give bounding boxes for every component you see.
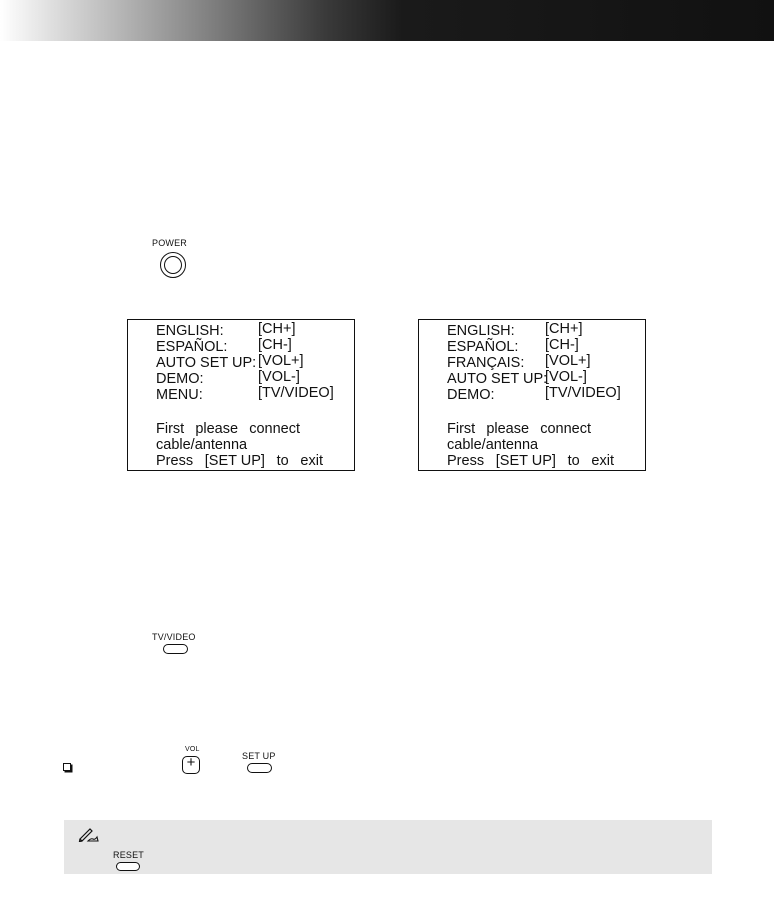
plus-symbol: + <box>186 754 196 771</box>
exit-message-line <box>156 453 323 470</box>
message-word: please <box>195 421 239 437</box>
message-word: Press <box>156 453 194 469</box>
menu-row-key: [TV/VIDEO] <box>258 385 334 401</box>
set-up-label: SET UP <box>242 751 276 761</box>
menu-row-key: [CH+] <box>545 321 583 337</box>
menu-row-label: ENGLISH: <box>447 323 515 339</box>
menu-row-key: [CH-] <box>545 337 579 353</box>
menu-row-label: ENGLISH: <box>156 323 224 339</box>
set-up-button-icon <box>247 763 272 773</box>
menu-row-label: ESPAÑOL: <box>447 339 519 355</box>
message-word: First <box>156 421 185 437</box>
note-pencil-icon <box>78 826 100 842</box>
header-gradient-bar <box>0 0 774 41</box>
connect-message-line1 <box>447 421 591 438</box>
reset-label: RESET <box>113 850 145 860</box>
message-word: exit <box>591 453 614 469</box>
menu-row-label: MENU: <box>156 387 203 403</box>
menu-row-key: [CH-] <box>258 337 292 353</box>
connect-message-line2: cable/antenna <box>447 437 539 453</box>
note-box <box>64 820 712 874</box>
menu-row-label: ESPAÑOL: <box>156 339 228 355</box>
connect-message-line2: cable/antenna <box>156 437 248 453</box>
message-word: [SET UP] <box>495 453 556 469</box>
connect-message-line1 <box>156 421 300 438</box>
message-word: connect <box>249 421 300 437</box>
menu-row-key: [VOL+] <box>258 353 304 369</box>
message-word: [SET UP] <box>204 453 265 469</box>
checkbox-bullet-icon <box>63 763 71 771</box>
message-word: to <box>276 453 289 469</box>
message-word: exit <box>300 453 323 469</box>
message-word: please <box>486 421 530 437</box>
menu-row-key: [VOL-] <box>545 369 587 385</box>
message-word: connect <box>540 421 591 437</box>
tv-video-label: TV/VIDEO <box>152 632 196 642</box>
menu-row-label: FRANÇAIS: <box>447 355 525 371</box>
menu-row-label: AUTO SET UP: <box>447 371 548 387</box>
message-word: Press <box>447 453 485 469</box>
menu-row-label: AUTO SET UP: <box>156 355 257 371</box>
exit-message-line <box>447 453 614 470</box>
screen-display-left <box>127 319 355 471</box>
power-button-icon <box>160 252 186 278</box>
menu-row-label: DEMO: <box>447 387 495 403</box>
vol-plus-button-icon <box>182 756 200 774</box>
menu-row-key: [CH+] <box>258 321 296 337</box>
message-word: to <box>567 453 580 469</box>
menu-row-key: [VOL-] <box>258 369 300 385</box>
power-label: POWER <box>152 238 188 248</box>
message-word: First <box>447 421 476 437</box>
screen-display-right <box>418 319 646 471</box>
tv-video-button-icon <box>163 644 188 654</box>
reset-button-icon <box>116 862 140 871</box>
menu-row-key: [TV/VIDEO] <box>545 385 621 401</box>
menu-row-key: [VOL+] <box>545 353 591 369</box>
vol-label: VOL <box>185 746 200 753</box>
menu-row-label: DEMO: <box>156 371 204 387</box>
